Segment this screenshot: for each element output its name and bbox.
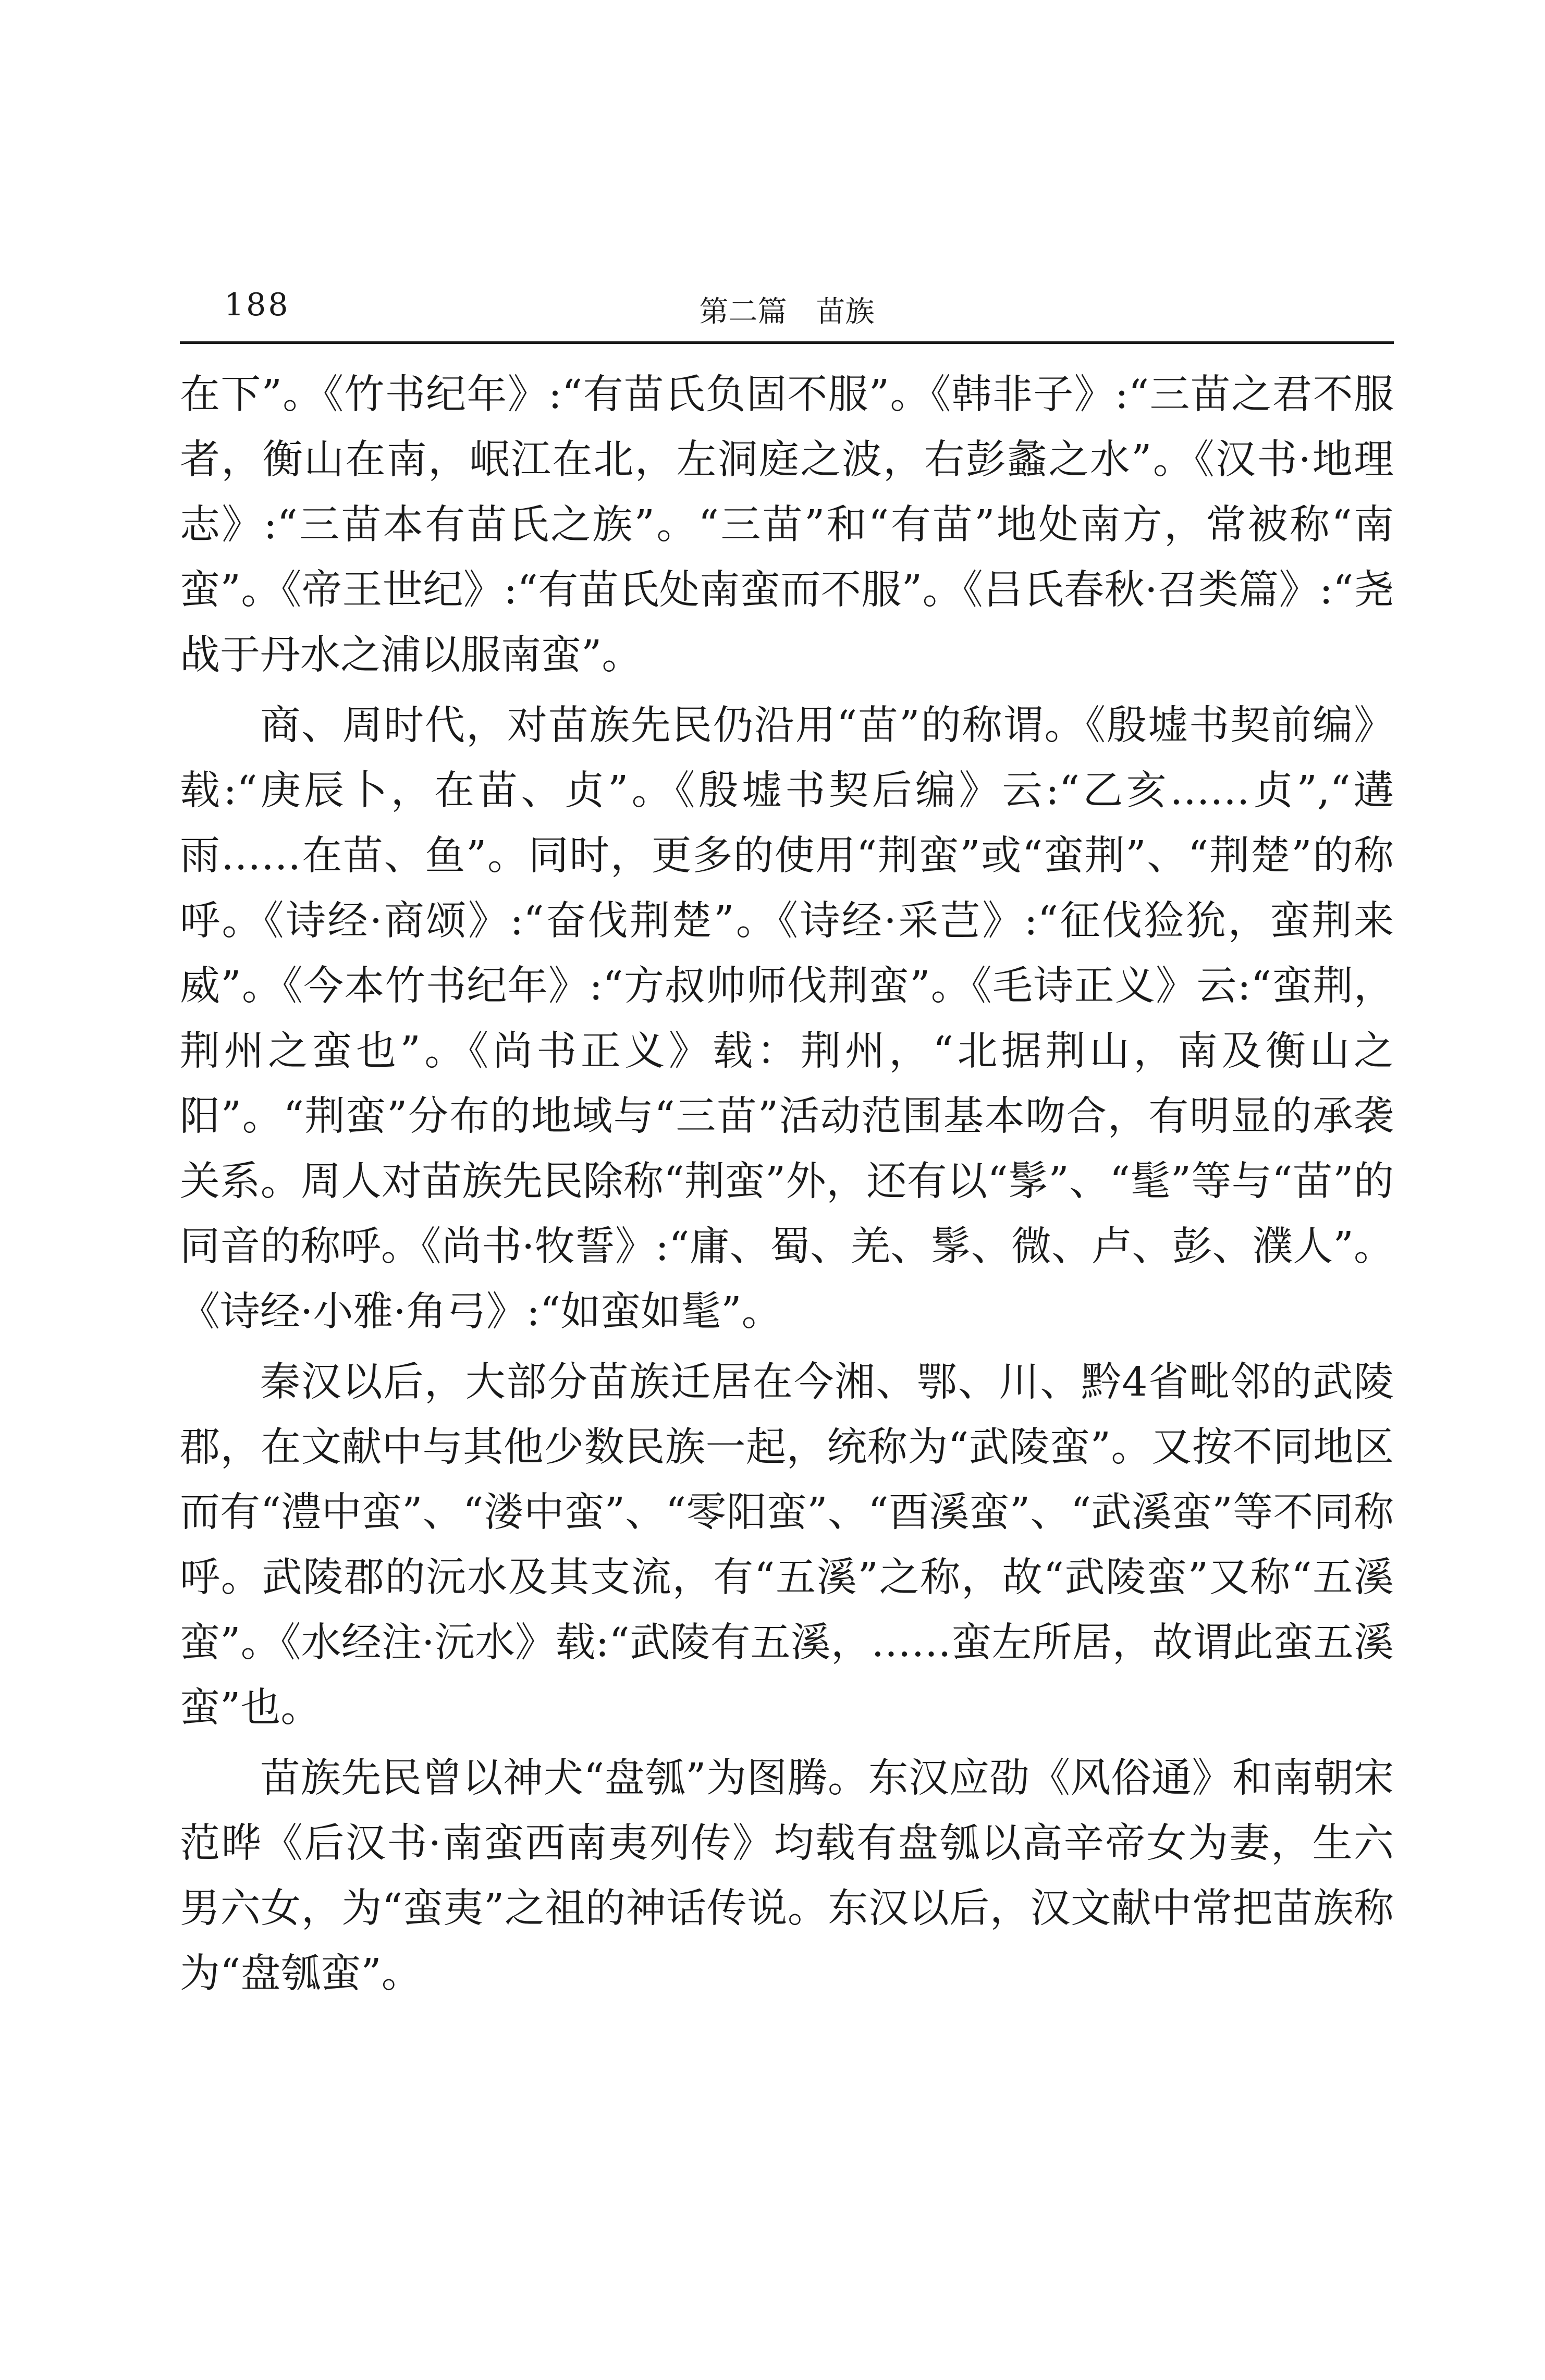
paragraph: 在下”。《竹书纪年》:“有苗氏负固不服”。《韩非子》:“三苗之君不服者，衡山在南，岷江在北，左洞庭之波，右彭蠡之水”。《汉书·地理志》:“三苗本有苗氏之族”。“三苗”和“有苗”地处南方，常被称“南蛮”。《帝王世纪》:“有苗氏处南蛮而不服”。《吕氏春秋·召类篇》:“尧战于丹水之浦以服南蛮”。 bbox=[180, 372, 1394, 679]
paragraph: 商、周时代，对苗族先民仍沿用“苗”的称谓。《殷墟书契前编》载:“庚辰卜，在苗、贞”。《殷墟书契后编》云:“乙亥……贞”,“遘雨……在苗、鱼”。同时，更多的使用“荆蛮”或“蛮荆”、“荆楚”的称呼。《诗经·商颂》:“奋伐荆楚”。《诗经·采芑》:“征伐猃狁，蛮荆来威”。《今本竹书纪年》:“方叔帅师伐荆蛮”。《毛诗正义》云:“蛮荆，荆州之蛮也”。《尚书正义》载：荆州，“北据荆山，南及衡山之阳”。“荆蛮”分布的地域与“三苗”活动范围基本吻合，有明显的承袭关系。周人对苗族先民除称“荆蛮”外，还有以“髳”、“髦”等与“苗”的同音的称呼。《尚书·牧誓》:“庸、蜀、羌、髳、微、卢、彭、濮人”。《诗经·小雅·角弓》:“如蛮如髦”。 bbox=[180, 702, 1394, 1335]
page-number: 188 bbox=[224, 287, 290, 323]
paragraph: 秦汉以后，大部分苗族迁居在今湘、鄂、川、黔4省毗邻的武陵郡，在文献中与其他少数民族一起，统称为“武陵蛮”。又按不同地区而有“澧中蛮”、“溇中蛮”、“零阳蛮”、“酉溪蛮”、“武溪蛮”等不同称呼。武陵郡的沅水及其支流，有“五溪”之称，故“武陵蛮”又称“五溪蛮”。《水经注·沅水》载:“武陵有五溪，……蛮左所居，故谓此蛮五溪蛮”也。 bbox=[180, 1359, 1394, 1731]
page-header bbox=[180, 271, 1394, 344]
body-text bbox=[180, 362, 1394, 2012]
paragraph: 苗族先民曾以神犬“盘瓠”为图腾。东汉应劭《风俗通》和南朝宋范晔《后汉书·南蛮西南夷列传》均载有盘瓠以高辛帝女为妻，生六男六女，为“蛮夷”之祖的神话传说。东汉以后，汉文献中常把苗族称为“盘瓠蛮”。 bbox=[180, 1755, 1394, 1997]
running-head: 第二篇 苗族 bbox=[699, 295, 875, 329]
header-rule bbox=[180, 341, 1394, 344]
